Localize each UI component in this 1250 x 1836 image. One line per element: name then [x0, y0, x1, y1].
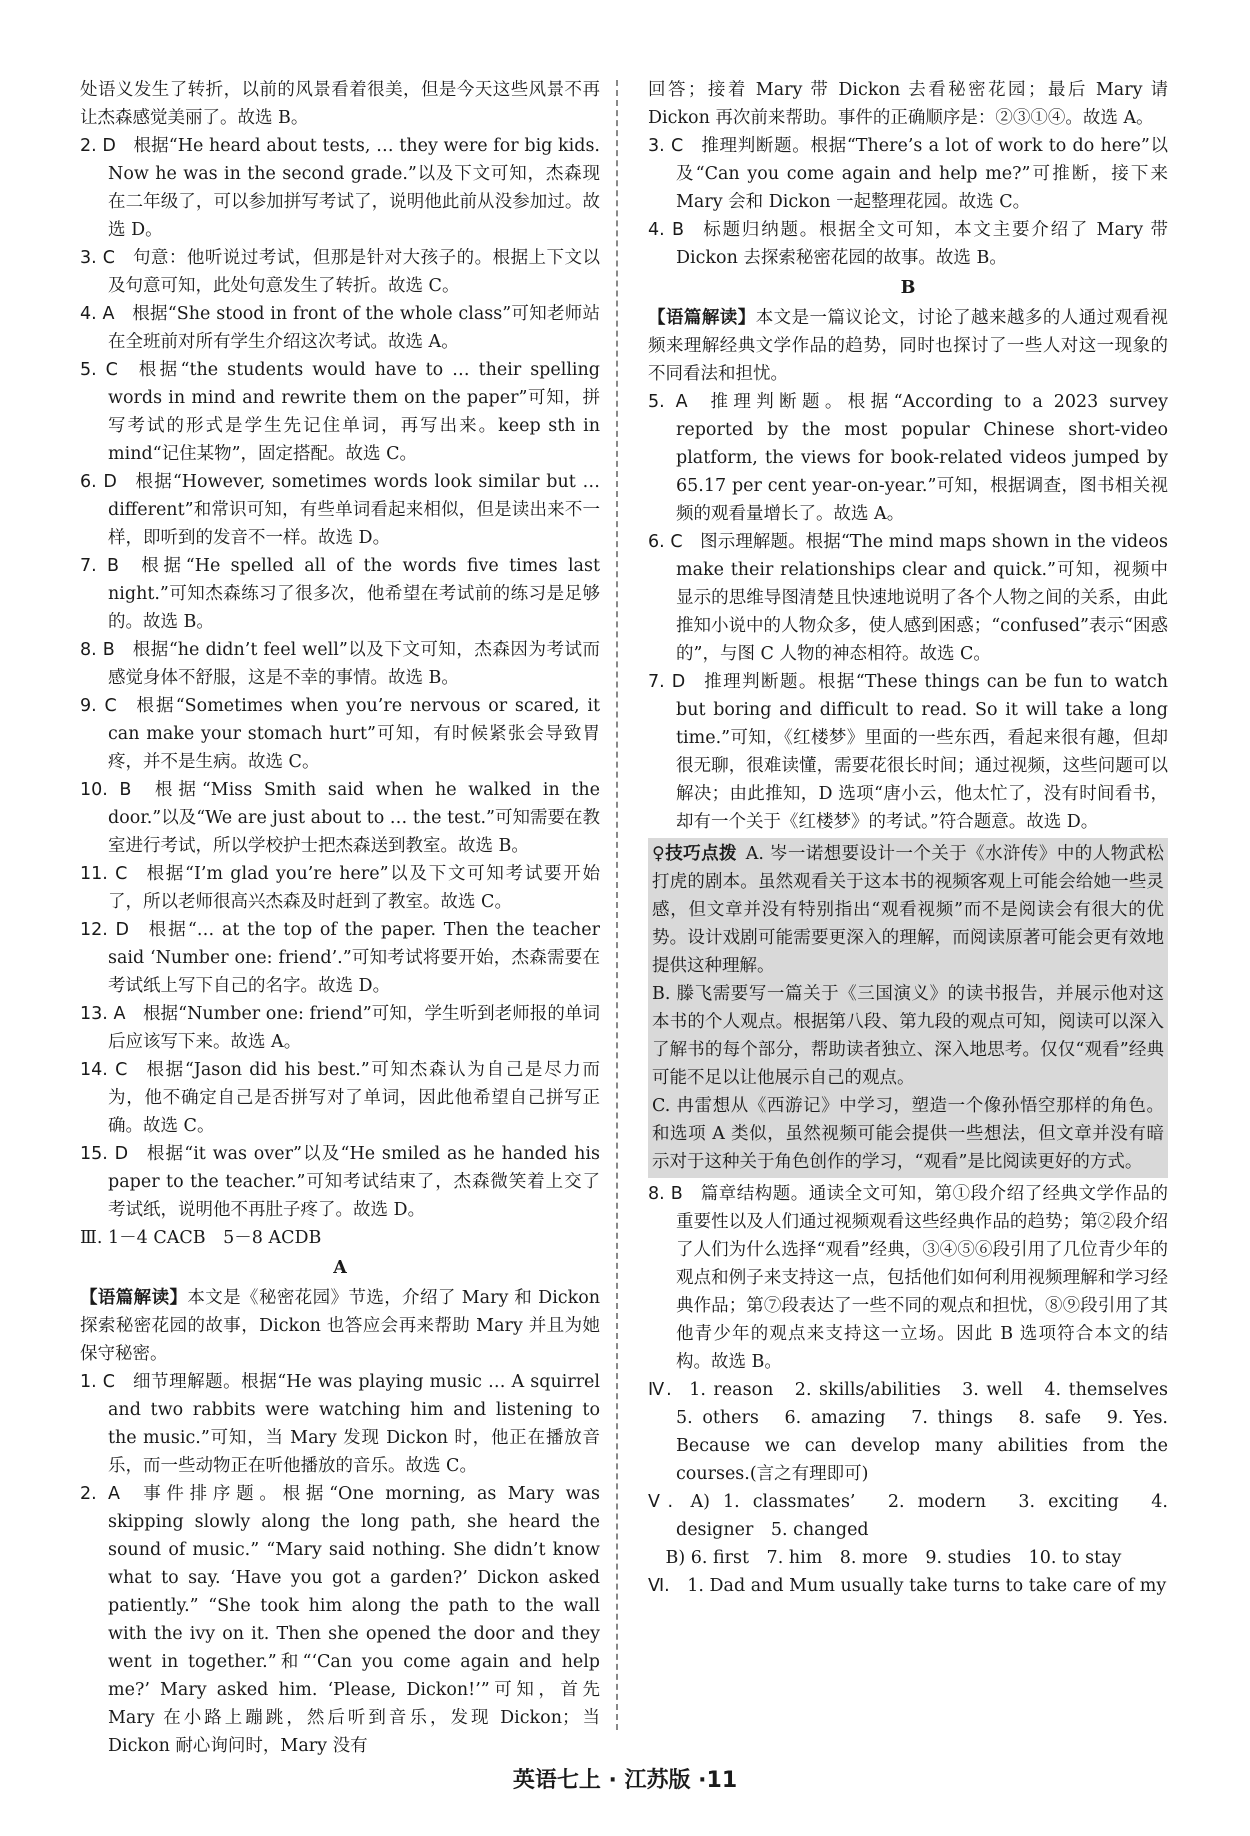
answer-explanation: 根据“She stood in front of the whole class”可知老师站在全班前对所有学生介绍这次考试。故选 A。: [108, 304, 600, 352]
tip-paragraph: [652, 1092, 1164, 1176]
answer-explanation: 句意：他听说过考试，但那是针对大孩子的。根据上下文以及句意可知，此处句意发生了转折。故选 C。: [108, 248, 601, 296]
section-heading: A: [333, 1258, 347, 1278]
section-heading: B: [900, 278, 916, 298]
answer-explanation: 根据“Miss Smith said when he walked in the door.”以及“We are just about to … the test.”可知需要在教室进行考试，所以学校护士把杰森送到教室。故选 B。: [108, 780, 601, 856]
answer-item: [80, 1140, 600, 1224]
answer-explanation: 根据“he didn’t feel well”以及下文可知，杰森因为考试而感觉身体不舒服，这是不幸的事情。故选 B。: [108, 640, 600, 688]
analysis-text: 本文是《秘密花园》节选，介绍了 Mary 和 Dickon 探索秘密花园的故事，Dickon 也答应会再来帮助 Mary 并且为她保守秘密。: [80, 1288, 600, 1364]
answer-explanation: 推理判断题。根据“According to a 2023 survey reported by the most popular Chinese short-video platform, the views for book-related videos jumped by 65.17 per cent year-on-year.”可知，根据调查，图书相关视频的观看量增长了。故选 A。: [676, 392, 1168, 524]
paragraph: Ⅲ. 1－4 CACB 5－8 ACDB: [80, 1228, 322, 1248]
answer-item: [648, 388, 1168, 528]
answer-explanation: 图示理解题。根据“The mind maps shown in the videos make their relationships clear and quick.”可知，视频中显示的思维导图清楚且快速地说明了各个人物之间的关系，由此推知小说中的人物众多，使人感到困惑；“confused”表示“困惑的”，与图 C 人物的神态相符。故选 C。: [676, 532, 1169, 664]
answer-item: [80, 636, 600, 692]
answer-number: 3. C: [80, 248, 115, 268]
answer-explanation: B) 6. first 7. him 8. more 9. studies 10. to stay: [665, 1548, 1122, 1568]
answer-item: [80, 468, 600, 552]
tips-box: [648, 838, 1168, 1178]
answer-number: 6. C: [648, 532, 683, 552]
answer-explanation: 推理判断题。根据“These things can be fun to watch but boring and difficult to read. So it will take a long time.”可知，《红楼梦》里面的一些东西，看起来很有趣，但却很无聊，很难读懂，需要花很长时间；通过视频，这些问题可以解决；由此推知，D 选项“唐小云，他太忙了，没有时间看书，却有一个关于《红楼梦》的考试。”符合题意。故选 D。: [676, 672, 1168, 832]
tip-text: C. 冉雷想从《西游记》中学习，塑造一个像孙悟空那样的角色。和选项 A 类似，虽然视频可能会提供一些想法，但文章并没有暗示对于这种关于角色创作的学习，“观看”是比阅读更好的方式。: [652, 1096, 1164, 1172]
answer-item: [80, 692, 600, 776]
answer-number: 5. C: [80, 360, 118, 380]
answer-item: [80, 776, 600, 860]
answer-explanation: 根据“the students would have to … their spelling words in mind and rewrite them on the paper”可知，拼写考试的形式是学生先记住单词，再写出来。keep sth in mind“记住某物”，固定搭配。故选 C。: [108, 360, 600, 464]
answer-number: 2. A: [80, 1484, 120, 1504]
answer-item: [648, 1488, 1168, 1544]
answer-explanation: 篇章结构题。通读全文可知，第①段介绍了经典文学作品的重要性以及人们通过视频观看这些经典作品的趋势；第②段介绍了人们为什么选择“观看”经典，③④⑤⑥段引用了几位青少年的观点和例子来支持这一点，包括他们如何利用视频理解和学习经典作品；第⑦段表达了一些不同的观点和担忧，⑧⑨段引用了其他青少年的观点来支持这一立场。因此 B 选项符合本文的结构。故选 B。: [676, 1184, 1169, 1372]
answer-item: [80, 1000, 600, 1056]
answer-number: 15. D: [80, 1144, 129, 1164]
answer-number: 8. B: [648, 1184, 683, 1204]
tip-text: B. 滕飞需要写一篇关于《三国演义》的读书报告，并展示他对这本书的个人观点。根据第八段、第九段的观点可知，阅读可以深入了解书的每个部分，帮助读者独立、深入地思考。仅仅“观看”经典可能不足以让他展示自己的观点。: [652, 984, 1164, 1088]
analysis-text: 本文是一篇议论文，讨论了越来越多的人通过观看视频来理解经典文学作品的趋势，同时也探讨了一些人对这一现象的不同看法和担忧。: [648, 308, 1169, 384]
answer-number: 9. C: [80, 696, 117, 716]
answer-item: [80, 1056, 600, 1140]
answer-number: 10. B: [80, 780, 132, 800]
right-column: [648, 76, 1186, 1600]
answer-number: Ⅵ.: [648, 1576, 670, 1596]
answer-number: 7. D: [648, 672, 686, 692]
tip-text: A. 岑一诺想要设计一个关于《水浒传》中的人物武松打虎的剧本。虽然观看关于这本书的视频客观上可能会给她一些灵感，但文章并没有特别指出“观看视频”而不是阅读会有很大的优势。设计戏剧可能需要更深入的理解，而阅读原著可能会更有效地提供这种理解。: [652, 844, 1165, 976]
answer-item: [80, 244, 600, 300]
answer-number: 13. A: [80, 1004, 126, 1024]
tip-paragraph: [652, 980, 1164, 1092]
answer-explanation: 根据“He heard about tests, … they were for big kids. Now he was in the second grade.”以及下文可知，杰森现在二年级了，可以参加拼写考试了，说明他此前从没参加过。故选 D。: [108, 136, 600, 240]
answer-explanation: 标题归纳题。根据全文可知，本文主要介绍了 Mary 带 Dickon 去探索秘密花园的故事。故选 B。: [676, 220, 1168, 268]
answer-item: [80, 552, 600, 636]
answer-item: [648, 668, 1168, 836]
passage-analysis: [648, 304, 1168, 388]
answer-explanation: 根据“Sometimes when you’re nervous or scared, it can make your stomach hurt”可知，有时候紧张会导致胃疼，并不是生病。故选 C。: [108, 696, 600, 772]
answer-number: 2. D: [80, 136, 116, 156]
answer-item: [648, 216, 1168, 272]
answer-number: Ⅴ.: [648, 1492, 674, 1512]
answer-item: [80, 916, 600, 1000]
analysis-tag: 【语篇解读】: [648, 308, 756, 328]
answer-explanation: 细节理解题。根据“He was playing music … A squirrel and two rabbits were watching him and listening to the music.”可知，当 Mary 发现 Dickon 时，他正在播放音乐，而一些动物正在听他播放的音乐。故选 C。: [108, 1372, 601, 1476]
answer-item: [80, 860, 600, 916]
answer-explanation: 1. reason 2. skills/abilities 3. well 4. themselves 5. others 6. amazing 7. things 8. safe 9. Yes. Because we can develop many abilities from the courses.(言之有理即可): [676, 1380, 1186, 1484]
answer-item: [648, 1544, 1168, 1572]
answer-item: [648, 132, 1168, 216]
answer-number: 14. C: [80, 1060, 128, 1080]
answer-number: 6. D: [80, 472, 117, 492]
answer-explanation: 根据“However, sometimes words look similar but … different”和常识可知，有些单词看起来相似，但是读出来不一样，即听到的发音不一样。故选 D。: [108, 472, 600, 548]
tip-paragraph: [652, 840, 1164, 980]
answer-item: [80, 132, 600, 244]
paragraph: 回答；接着 Mary 带 Dickon 去看秘密花园；最后 Mary 请 Dickon 再次前来帮助。事件的正确顺序是：②③①④。故选 A。: [648, 80, 1168, 128]
analysis-tag: 【语篇解读】: [80, 1288, 188, 1308]
answer-number: 7. B: [80, 556, 120, 576]
column-divider: [616, 80, 618, 1730]
answer-number: 12. D: [80, 920, 129, 940]
answer-explanation: 推理判断题。根据“There’s a lot of work to do here”以及“Can you come again and help me?”可推断，接下来 Mary 会和 Dickon 一起整理花园。故选 C。: [676, 136, 1168, 212]
answer-number: Ⅳ.: [648, 1380, 672, 1400]
answer-number: 4. A: [80, 304, 115, 324]
paragraph: 处语义发生了转折，以前的风景看着很美，但是今天这些风景不再让杰森感觉美丽了。故选 B。: [80, 80, 600, 128]
answer-number: 1. C: [80, 1372, 116, 1392]
answer-item: [648, 528, 1168, 668]
answer-explanation: 根据“He spelled all of the words five times last night.”可知杰森练习了很多次，他希望在考试前的练习是足够的。故选 B。: [108, 556, 600, 632]
answer-number: 11. C: [80, 864, 128, 884]
answer-explanation: 根据“… at the top of the paper. Then the teacher said ‘Number one: friend’.”可知考试将要开始，杰森需要在考试纸上写下自己的名字。故选 D。: [108, 920, 600, 996]
answer-number: 4. B: [648, 220, 685, 240]
answer-explanation: 根据“I’m glad you’re here”以及下文可知考试要开始了，所以老师很高兴杰森及时赶到了教室。故选 C。: [108, 864, 600, 912]
answer-number: 3. C: [648, 136, 684, 156]
answer-item: [648, 1180, 1168, 1376]
answer-explanation: 根据“Number one: friend”可知，学生听到老师报的单词后应该写下来。故选 A。: [108, 1004, 600, 1052]
answer-item: [80, 356, 600, 468]
page-footer: 英语七上 · 江苏版 ·11: [512, 1768, 738, 1793]
tip-heading: ♀技巧点拨: [652, 844, 737, 864]
answer-explanation: 1. Dad and Mum usually take turns to take care of my: [687, 1576, 1167, 1596]
answer-number: 8. B: [80, 640, 115, 660]
answer-explanation: A) 1. classmates’ 2. modern 3. exciting 4. designer 5. changed: [676, 1492, 1168, 1540]
passage-analysis: [80, 1284, 600, 1368]
answer-explanation: 根据“it was over”以及“He smiled as he handed his paper to the teacher.”可知考试结束了，杰森微笑着上交了考试纸，说明他不再肚子疼了。故选 D。: [108, 1144, 600, 1220]
answer-item: [648, 1376, 1186, 1488]
answer-number: 5. A: [648, 392, 688, 412]
answer-item: [648, 1572, 1168, 1600]
answer-item: [80, 300, 600, 356]
answer-explanation: 事件排序题。根据“One morning, as Mary was skipping slowly along the long path, she heard the sound of music.” “Mary said nothing. She didn’t know what to say. ‘Have you got a garden?’ Dickon asked patiently.” “She took him along the path to the wall with the ivy on it. Then she opened the door and they went in together.”和“‘Can you come again and help me?’ Mary asked him. ‘Please, Dickon!’”可知，首先 Mary 在小路上蹦跳，然后听到音乐，发现 Dickon；当 Dickon 耐心询问时，Mary 没有: [108, 1484, 600, 1756]
answer-item: [80, 1480, 600, 1760]
answer-item: [80, 1368, 600, 1480]
left-column: [80, 76, 600, 1760]
answer-explanation: 根据“Jason did his best.”可知杰森认为自己是尽力而为，他不确定自己是否拼写对了单词，因此他希望自己拼写正确。故选 C。: [108, 1060, 600, 1136]
